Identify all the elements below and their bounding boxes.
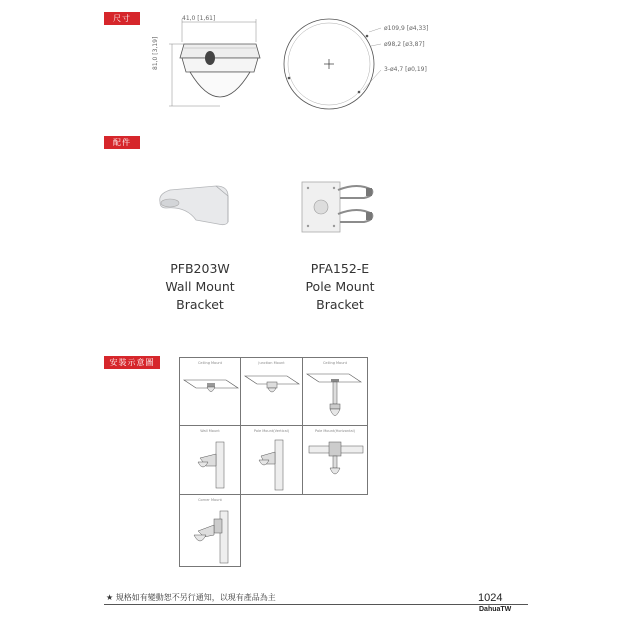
installation-cell-label: Pole Mount(Horizontal): [315, 429, 355, 433]
installation-cell: [179, 357, 241, 426]
height-dimension-label: 81,0 [3,19]: [152, 36, 159, 70]
installation-cell-label: Ceiling Mount: [197, 361, 223, 365]
accessory-type: Pole Mount: [305, 279, 375, 294]
accessory-type-suffix: Bracket: [176, 297, 224, 312]
section-tag-accessories: 配件: [104, 136, 140, 149]
installation-cell: [303, 426, 368, 495]
installation-cell-label: Pole Mount(Vertical): [253, 429, 290, 433]
installation-cell: [179, 495, 241, 567]
accessory-type: Wall Mount: [165, 279, 235, 294]
width-dimension-label: 41,0 [1,61]: [182, 15, 216, 22]
footer-disclaimer: ★ 規格如有變動恕不另行通知，以現有產品為主: [106, 593, 276, 602]
installation-cell-label: Junction Mount: [258, 361, 285, 365]
ceiling-mount-icon: [180, 366, 242, 426]
brand-label: DahuaTW: [479, 606, 512, 613]
installation-cell: [241, 357, 303, 426]
outer-diameter-label: ø109,9 [ø4,33]: [384, 25, 429, 32]
junction-mount-icon: [241, 366, 303, 426]
accessory-model: PFB203W: [170, 261, 230, 276]
installation-cell: [303, 357, 368, 426]
installation-cell: [179, 426, 241, 495]
corner-mount-icon: [180, 503, 242, 567]
pole-mount-bracket-image: [298, 178, 380, 236]
accessory-model: PFA152-E: [310, 261, 370, 276]
page-number: 1024: [478, 592, 503, 604]
installation-cell: [241, 426, 303, 495]
pendant-mount-icon: [303, 366, 368, 426]
footer-rule: [104, 604, 528, 605]
installation-cell-label: Ceiling Mount: [322, 361, 348, 365]
installation-cell-label: Corner Mount: [198, 498, 222, 502]
installation-diagram-grid: [179, 357, 368, 567]
accessory-type-suffix: Bracket: [316, 297, 364, 312]
accessory-caption-wall-mount: [150, 260, 250, 314]
inner-diameter-label: ø98,2 [ø3,87]: [384, 41, 425, 48]
section-tag-dimensions: 尺寸: [104, 12, 140, 25]
hole-spec-label: 3-ø4,7 [ø0,19]: [384, 66, 427, 73]
accessory-caption-pole-mount: [290, 260, 390, 314]
dome-top-view-drawing: [275, 14, 385, 114]
pole-mount-horizontal-icon: [303, 434, 368, 494]
wall-mount-bracket-image: [156, 180, 238, 230]
wall-mount-icon: [180, 434, 242, 494]
dome-side-view-drawing: [160, 14, 270, 114]
section-tag-installation: 安裝示意圖: [104, 356, 160, 369]
installation-cell-label: Wall Mount: [200, 429, 220, 433]
pole-mount-vertical-icon: [241, 434, 303, 494]
